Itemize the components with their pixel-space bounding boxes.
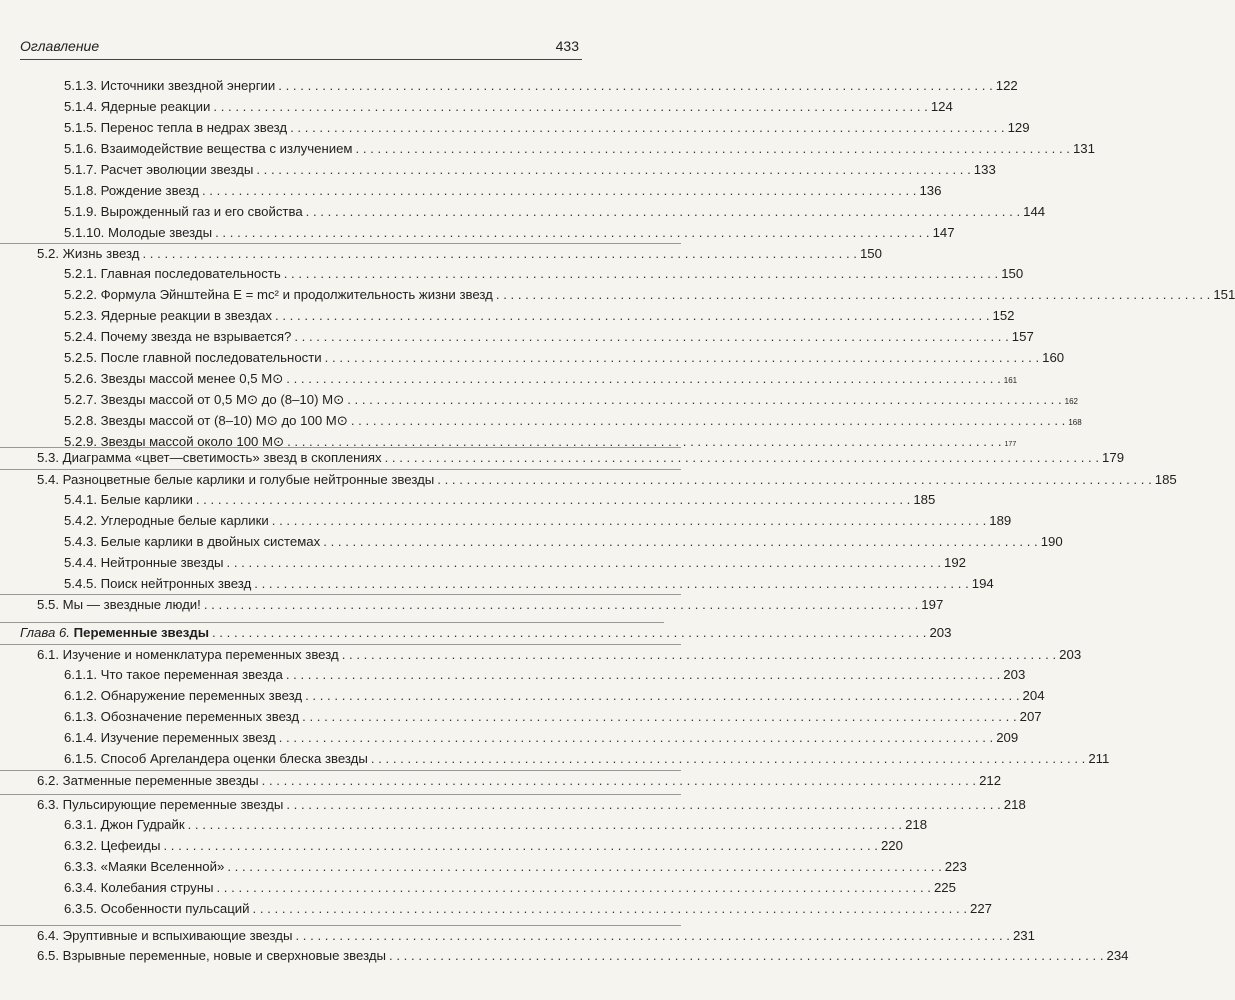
leader-dots — [342, 645, 1056, 665]
toc-entry-label: 5.2.4. Почему звезда не взрывается? — [64, 329, 292, 344]
leader-dots — [262, 771, 976, 791]
toc-entry-label: 5.4. Разноцветные белые карлики и голубые нейтронные звезды — [37, 472, 435, 487]
leader-dots — [286, 369, 1000, 389]
toc-entry[interactable] — [0, 665, 1026, 685]
toc-entry-label: 5.2. Жизнь звезд — [37, 246, 140, 261]
leader-dots — [437, 470, 1151, 490]
toc-entry-label: 5.1.7. Расчет эволюции звезды — [64, 162, 254, 177]
leader-dots — [204, 595, 918, 615]
toc-section[interactable] — [0, 469, 1177, 490]
toc-entry[interactable] — [0, 306, 1015, 326]
leader-dots — [279, 728, 993, 748]
toc-entry-page: 150 — [859, 246, 882, 261]
toc-entry[interactable] — [0, 160, 996, 180]
toc-entry[interactable] — [0, 223, 955, 243]
toc-entry-page: 197 — [921, 597, 944, 612]
leader-dots — [351, 411, 1065, 431]
toc-entry-label: 5.1.4. Ядерные реакции — [64, 99, 211, 114]
leader-dots — [227, 857, 941, 877]
toc-entry-label: 5.1.5. Перенос тепла в недрах звезд — [64, 120, 288, 135]
toc-entry-page: 225 — [933, 880, 956, 895]
leader-dots — [294, 327, 1008, 347]
toc-entry-page: 209 — [996, 730, 1019, 745]
toc-entry[interactable] — [0, 118, 1030, 138]
toc-entry[interactable] — [0, 369, 1018, 389]
leader-dots — [356, 139, 1070, 159]
leader-dots — [295, 926, 1009, 946]
toc-entry-label: 6.4. Эруптивные и вспыхивающие звезды — [37, 928, 293, 943]
leader-dots — [278, 76, 992, 96]
toc-entry-page: 177 — [1004, 441, 1017, 448]
toc-entry-page: 122 — [995, 78, 1018, 93]
toc-entry-page: 144 — [1023, 204, 1046, 219]
toc-section[interactable] — [0, 794, 1026, 815]
toc-entry[interactable] — [0, 815, 928, 835]
leader-dots — [196, 490, 910, 510]
leader-dots — [306, 202, 1020, 222]
toc-entry[interactable] — [0, 532, 1063, 552]
leader-dots — [215, 223, 929, 243]
toc-entry-label: 5.2.1. Главная последовательность — [64, 266, 281, 281]
toc-entry-label: 5.4.1. Белые карлики — [64, 492, 193, 507]
toc-entry-label: 6.2. Затменные переменные звезды — [37, 773, 259, 788]
toc-entry[interactable] — [0, 899, 993, 919]
toc-entry-page: 147 — [932, 225, 955, 240]
chapter-prefix: Глава 6. — [20, 625, 70, 640]
leader-dots — [227, 553, 941, 573]
leader-dots — [323, 532, 1037, 552]
toc-entry-label: 5.4.2. Углеродные белые карлики — [64, 513, 269, 528]
toc-entry-page: 157 — [1011, 329, 1034, 344]
toc-entry[interactable] — [0, 836, 903, 856]
leader-dots — [347, 390, 1061, 410]
toc-entry[interactable] — [0, 390, 1079, 410]
toc-entry-label: 5.1.3. Источники звездной энергии — [64, 78, 276, 93]
leader-dots — [202, 181, 916, 201]
toc-entry-page: 161 — [1003, 376, 1018, 385]
toc-entry-label: 6.1.5. Способ Аргеландера оценки блеска звезды — [64, 751, 368, 766]
toc-entry-label: 5.4.4. Нейтронные звезды — [64, 555, 224, 570]
toc-entry-page: 231 — [1012, 928, 1035, 943]
leader-dots — [163, 836, 877, 856]
toc-entry-page: 194 — [971, 576, 994, 591]
toc-entry-label: 5.5. Мы — звездные люди! — [37, 597, 201, 612]
leader-dots — [216, 878, 930, 898]
leader-dots — [371, 749, 1085, 769]
toc-entry-page: 168 — [1068, 418, 1082, 427]
page-number: 433 — [555, 38, 579, 54]
running-title: Оглавление — [20, 38, 100, 54]
toc-entry-label: 5.2.2. Формула Эйнштейна E = mc² и продолжительность жизни звезд — [64, 287, 493, 302]
page-header — [0, 0, 609, 62]
toc-section[interactable] — [0, 447, 1125, 468]
toc-entry-label: 5.3. Диаграмма «цвет—светимость» звезд в скоплениях — [37, 450, 382, 465]
leader-dots — [305, 686, 1019, 706]
toc-entry-label: 6.1. Изучение и номенклатура переменных звезд — [37, 647, 339, 662]
leader-dots — [284, 264, 998, 284]
toc-entry-page: 129 — [1007, 120, 1030, 135]
toc-entry-page: 189 — [989, 513, 1012, 528]
toc-section[interactable] — [0, 644, 1082, 665]
toc-entry[interactable] — [0, 411, 1082, 431]
toc-entry[interactable] — [0, 97, 953, 117]
leader-dots — [253, 899, 967, 919]
toc-entry-label: 5.2.8. Звезды массой от (8–10) M⊙ до 100 M⊙ — [64, 413, 348, 428]
toc-entry[interactable] — [0, 348, 1065, 368]
toc-entry-label: 6.3.4. Колебания струны — [64, 880, 214, 895]
toc-entry-label: 5.2.6. Звезды массой менее 0,5 M⊙ — [64, 371, 284, 386]
toc-entry[interactable] — [0, 490, 936, 510]
leader-dots — [142, 244, 856, 264]
toc-entry-page: 190 — [1040, 534, 1063, 549]
leader-dots — [389, 946, 1103, 966]
toc-entry-page: 204 — [1022, 688, 1045, 703]
toc-entry-page: 185 — [913, 492, 936, 507]
toc-entry-label: 5.1.8. Рождение звезд — [64, 183, 199, 198]
toc-entry-page: 192 — [943, 555, 966, 570]
leader-dots — [256, 160, 970, 180]
toc-entry-label: 5.1.6. Взаимодействие вещества с излучением — [64, 141, 353, 156]
toc-entry[interactable] — [0, 749, 1110, 769]
toc-entry[interactable] — [0, 202, 1046, 222]
toc-section[interactable] — [0, 770, 1002, 791]
toc-entry[interactable] — [0, 574, 994, 594]
toc-entry[interactable] — [0, 139, 1095, 159]
toc-entry[interactable] — [0, 553, 966, 573]
toc-entry[interactable] — [0, 285, 1235, 305]
toc-entry-page: 218 — [905, 817, 928, 832]
toc-entry-label: 6.3. Пульсирующие переменные звезды — [37, 797, 284, 812]
toc-entry-page: 211 — [1088, 751, 1110, 766]
leader-dots — [188, 815, 902, 835]
toc-entry-page: 218 — [1003, 797, 1026, 812]
toc-entry-label: 6.3.5. Особенности пульсаций — [64, 901, 250, 916]
toc-entry-page: 151 — [1213, 287, 1235, 302]
toc-entry-page: 152 — [992, 308, 1015, 323]
toc-entry-label: 6.1.2. Обнаружение переменных звезд — [64, 688, 303, 703]
toc-entry-page: 203 — [1059, 647, 1082, 662]
toc-entry-page: 203 — [929, 625, 952, 640]
toc-entry-page: 133 — [973, 162, 996, 177]
toc-entry-label: 5.2.5. После главной последовательности — [64, 350, 322, 365]
leader-dots — [385, 448, 1099, 468]
toc-entry-page: 234 — [1106, 948, 1129, 963]
toc-entry[interactable] — [0, 76, 1018, 96]
header-rule — [20, 59, 582, 60]
toc-entry-page: 220 — [880, 838, 903, 853]
toc-entry-label: 6.1.4. Изучение переменных звезд — [64, 730, 276, 745]
toc-entry-label: 6.3.3. «Маяки Вселенной» — [64, 859, 225, 874]
leader-dots — [272, 511, 986, 531]
leader-dots — [325, 348, 1039, 368]
toc-section[interactable] — [0, 594, 944, 615]
leader-dots — [496, 285, 1210, 305]
toc-entry[interactable] — [0, 686, 1045, 706]
toc-section[interactable] — [0, 925, 1035, 946]
toc-entry-label: 6.3.1. Джон Гудрайк — [64, 817, 185, 832]
toc-entry-page: 160 — [1042, 350, 1065, 365]
toc-entry[interactable] — [0, 327, 1034, 347]
leader-dots — [290, 118, 1004, 138]
toc-entry-label: 6.5. Взрывные переменные, новые и сверхновые звезды — [37, 948, 387, 963]
toc-entry-label: 6.1.3. Обозначение переменных звезд — [64, 709, 300, 724]
toc-section[interactable] — [0, 946, 1129, 966]
toc-entry-label: 5.1.9. Вырожденный газ и его свойства — [64, 204, 303, 219]
toc-entry[interactable] — [0, 511, 1012, 531]
toc-chapter[interactable] — [0, 622, 952, 643]
toc-entry-label: 5.4.5. Поиск нейтронных звезд — [64, 576, 252, 591]
toc-section[interactable] — [0, 243, 882, 264]
toc-entry-label: 5.2.7. Звезды массой от 0,5 M⊙ до (8–10) M⊙ — [64, 392, 345, 407]
toc-entry-page: 185 — [1154, 472, 1177, 487]
toc-entry-page: 212 — [979, 773, 1002, 788]
toc-chapter-label — [20, 623, 209, 643]
leader-dots — [302, 707, 1016, 727]
toc-entry-page: 136 — [919, 183, 942, 198]
toc-entry-label: 5.4.3. Белые карлики в двойных системах — [64, 534, 321, 549]
toc-entry[interactable] — [0, 264, 1024, 284]
toc-entry[interactable] — [0, 707, 1042, 727]
toc-entry-label: 6.1.1. Что такое переменная звезда — [64, 667, 283, 682]
leader-dots — [286, 665, 1000, 685]
toc-entry[interactable] — [0, 728, 1019, 748]
leader-dots — [254, 574, 968, 594]
leader-dots — [213, 97, 927, 117]
toc-entry[interactable] — [0, 181, 942, 201]
toc-entry-label: 6.3.2. Цефеиды — [64, 838, 161, 853]
toc-entry-label: 5.2.9. Звезды массой около 100 M⊙ — [64, 434, 285, 449]
toc-entry-page: 131 — [1072, 141, 1095, 156]
toc-entry-page: 203 — [1003, 667, 1026, 682]
toc-entry-page: 207 — [1019, 709, 1042, 724]
toc-entry-label: 5.1.10. Молодые звезды — [64, 225, 213, 240]
toc-entry-page: 223 — [944, 859, 967, 874]
toc-entry-page: 124 — [930, 99, 953, 114]
toc-entry[interactable] — [0, 857, 967, 877]
toc-entry-page: 179 — [1102, 450, 1125, 465]
toc-entry-page: 150 — [1001, 266, 1024, 281]
leader-dots — [286, 795, 1000, 815]
toc-entry-label: 5.2.3. Ядерные реакции в звездах — [64, 308, 273, 323]
chapter-title: Переменные звезды — [73, 625, 209, 640]
leader-dots — [275, 306, 989, 326]
leader-dots — [212, 623, 926, 643]
toc-entry[interactable] — [0, 878, 956, 898]
toc-entry-page: 162 — [1064, 397, 1079, 406]
toc-entry-page: 227 — [970, 901, 993, 916]
